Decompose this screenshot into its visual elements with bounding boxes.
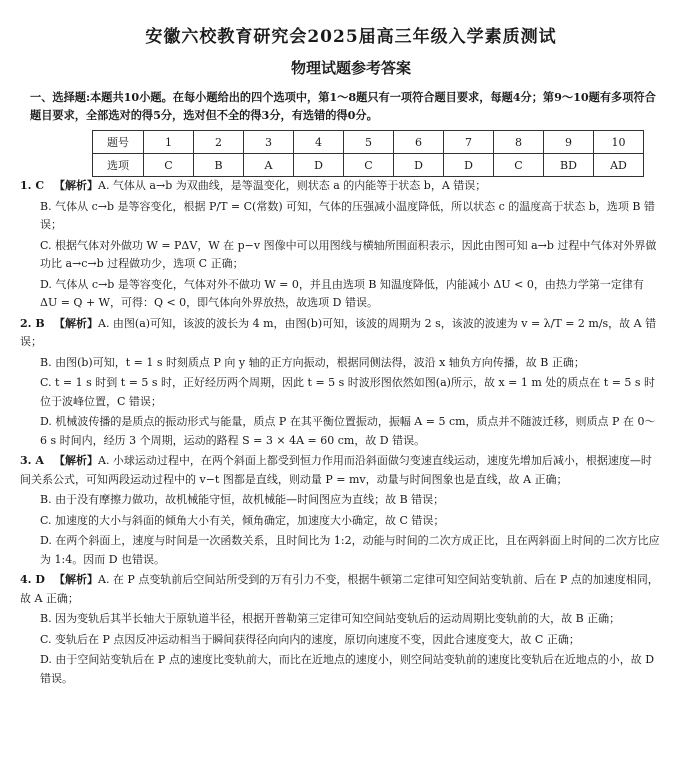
explanation-text: B. 因为变轨后其半长轴大于原轨道半径，根据开普勒第三定律可知空间站变轨后的运动周期比变轨前的大，故 B 正确； [40, 612, 621, 625]
analysis-tag: 【解析】 [54, 454, 98, 467]
question-line [20, 571, 662, 608]
question-2-explanation [20, 315, 662, 451]
explanation-text: B. 由于没有摩擦力做功，故机械能守恒，故机械能—时间图应为直线；故 B 错误； [40, 493, 445, 506]
table-cell: C [144, 154, 194, 177]
table-cell: 5 [344, 131, 394, 154]
table-cell: C [344, 154, 394, 177]
question-number: 3. A [20, 454, 44, 467]
table-cell: B [194, 154, 244, 177]
table-cell: AD [594, 154, 644, 177]
table-cell: 6 [394, 131, 444, 154]
table-cell: D [444, 154, 494, 177]
table-cell: 8 [494, 131, 544, 154]
explanation-text: D. 气体从 c→b 是等容变化，气体对外不做功 W = 0，并且由选项 B 知温度降低，内能减小 ΔU < 0，由热力学第一定律有 ΔU = Q + W，可得：Q < 0，即气体向外界放热，故选项 D 错误。 [40, 277, 644, 309]
table-cell: 2 [194, 131, 244, 154]
answer-table-answer-row [93, 154, 644, 177]
analysis-tag: 【解析】 [54, 179, 98, 192]
analysis-tag: 【解析】 [54, 316, 98, 330]
question-number: 4. D [20, 573, 45, 586]
table-cell: 10 [594, 131, 644, 154]
analysis-tag: 【解析】 [54, 573, 98, 586]
table-cell: BD [544, 154, 594, 177]
question-number: 1. C [20, 179, 45, 192]
explanation-text: A. 在 P 点变轨前后空间站所受到的万有引力不变，根据牛顿第二定律可知空间站变轨前、后在 P 点的加速度相同，故 A 正确； [20, 573, 659, 605]
table-cell: 4 [294, 131, 344, 154]
explanation-text: B. 由图(b)可知，t = 1 s 时刻质点 P 向 y 轴的正方向振动，根据同侧法得，波沿 x 轴负方向传播，故 B 正确； [40, 355, 585, 369]
explanation-text: B. 气体从 c→b 是等容变化，根据 P/T = C(常数) 可知，气体的压强减小温度降低，所以状态 c 的温度高于状态 b，选项 B 错误； [40, 199, 655, 231]
table-cell: D [294, 154, 344, 177]
explanation-text: D. 在两个斜面上，速度与时间是一次函数关系，且时间比为 1:2，动能与时间的二次方成正比，且在两斜面上时间的二次方比应为 1:4。因而 D 也错误。 [40, 534, 660, 566]
table-cell: 7 [444, 131, 494, 154]
table-cell: 9 [544, 131, 594, 154]
table-cell: A [244, 154, 294, 177]
table-header-cell: 选项 [93, 154, 144, 177]
question-number: 2. B [20, 316, 45, 330]
document-title: 安徽六校教育研究会2025届高三年级入学素质测试 [145, 27, 557, 47]
explanation-text: D. 机械波传播的是质点的振动形式与能量，质点 P 在其平衡位置振动，振幅 A = 5 cm，质点并不随波迁移，则质点 P 在 0～6 s 时间内，经历 3 个周期，运动的路程 S = 3 × 4A = 60 cm，故 D 错误。 [40, 415, 656, 447]
question-4-explanation [20, 571, 662, 688]
table-cell: 1 [144, 131, 194, 154]
question-1-explanation [20, 177, 662, 313]
question-3-explanation [20, 452, 662, 569]
answer-table-number-row [93, 131, 644, 154]
explanation-text: D. 由于空间站变轨后在 P 点的速度比变轨前大，而比在近地点的速度小，则空间站变轨前的速度比变轨后在近地点的小，故 D 错误。 [40, 653, 655, 685]
question-line [20, 452, 662, 489]
explanation-text: A. 气体从 a→b 为双曲线，是等温变化，则状态 a 的内能等于状态 b，A 错误； [98, 179, 487, 192]
document-subtitle: 物理试题参考答案 [290, 59, 411, 77]
table-header-cell: 题号 [93, 131, 144, 154]
explanation-text: C. 根据气体对外做功 W = PΔV，W 在 p−v 图像中可以用图线与横轴所围面积表示，因此由图可知 a→b 过程中气体对外界做功比 a→c→b 过程做功少，选项 C 正确； [40, 238, 657, 270]
explanation-text: C. 加速度的大小与斜面的倾角大小有关，倾角确定，加速度大小确定，故 C 错误； [40, 513, 445, 527]
explanation-text: A. 小球运动过程中，在两个斜面上都受到恒力作用而沿斜面做匀变速直线运动，速度先增加后减小，根据速度—时间关系公式，可知两段运动过程中的 v−t 图都是直线，则动量 P = mv，动量与时间图象也是直线，故 A 正确； [20, 454, 652, 486]
explanation-text: C. 变轨后在 P 点因反冲运动相当于瞬间获得径向向内的速度，原切向速度不变，因此合速度变大，故 C 正确； [40, 632, 580, 646]
question-line [20, 315, 662, 352]
answer-table [92, 130, 644, 177]
table-cell: 3 [244, 131, 294, 154]
explanation-text: C. t = 1 s 时到 t = 5 s 时，正好经历两个周期，因此 t = 5 s 时波形图依然如图(a)所示，故 x = 1 m 处的质点在 t = 5 s 时位于波峰位置，C 错误； [40, 376, 656, 408]
question-line [20, 177, 662, 196]
table-cell: C [494, 154, 544, 177]
explanation-text: A. 由图(a)可知，该波的波长为 4 m，由图(b)可知，该波的周期为 2 s，该波的波速为 v = λ/T = 2 m/s，故 A 错误； [20, 316, 657, 348]
table-cell: D [394, 154, 444, 177]
section-intro: 一、选择题:本题共10小题。在每小题给出的四个选项中，第1～8题只有一项符合题目要求，每题4分；第9～10题有多项符合题目要求，全部选对的得5分，选对但不全的得3分，有选错的得0分。 [30, 90, 656, 122]
